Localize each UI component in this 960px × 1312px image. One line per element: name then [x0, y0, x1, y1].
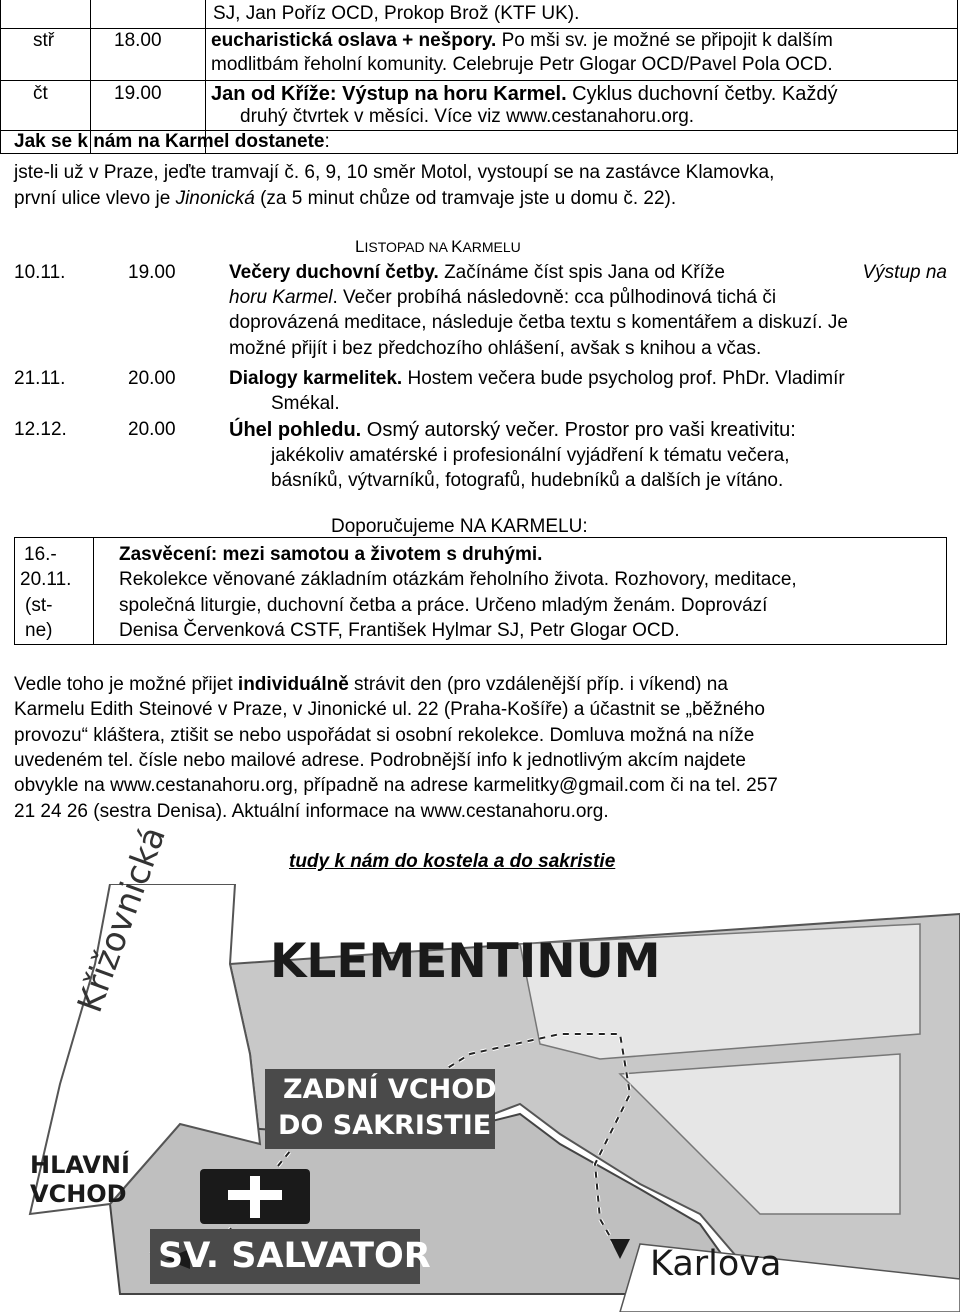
paragraph-line: Karmelu Edith Steinové v Praze, v Jinonické ul. 22 (Praha-Košíře) a účastnit se „běžného: [14, 699, 765, 720]
paragraph-line: [14, 673, 728, 697]
paragraph-line: uvedeném tel. čísle nebo mailové adrese. Podrobnější info k jednotlivým akcím najdete: [14, 750, 746, 771]
recommend-date: ne): [25, 620, 53, 641]
event-date: 10.11.: [14, 262, 66, 283]
event-date: 12.12.: [14, 419, 67, 440]
schedule-wed-line2: modlitbám řeholní komunity. Celebruje Petr Glogar OCD/Pavel Pola OCD.: [211, 54, 833, 75]
event-title: Jan od Kříže: Výstup na horu Karmel.: [211, 83, 567, 105]
recommend-date: 16.-: [24, 544, 57, 565]
event-line: [229, 418, 796, 442]
map-link[interactable]: tudy k nám do kostela a do sakristie: [289, 851, 616, 872]
event-desc: Osmý autorský večer. Prostor pro vaši kreativitu:: [361, 419, 796, 441]
event-line: Smékal.: [271, 393, 340, 414]
krizovnicka-label: Křižovnická: [70, 821, 174, 1018]
event-desc: Po mši sv. je možné se připojit k dalším: [496, 30, 833, 51]
klementinum-label: KLEMENTINUM: [270, 934, 661, 989]
table-border: [946, 537, 947, 645]
event-title: Dialogy karmelitek.: [229, 368, 403, 389]
heading-initial: K: [451, 237, 463, 256]
heading-rest: ARMELU: [462, 239, 521, 255]
heading-rest: ISTOPAD NA: [364, 239, 452, 255]
sacristy-label-line1: ZADNÍ VCHOD: [283, 1074, 497, 1105]
paragraph-bold: individuálně: [237, 674, 349, 695]
event-line: [229, 286, 776, 310]
directions-text: první ulice vlevo je: [14, 188, 176, 209]
event-desc: . Večer probíhá následovně: cca půlhodinová tichá či: [332, 287, 777, 308]
event-title: Večery duchovní četby.: [229, 262, 439, 283]
event-line: básníků, výtvarníků, fotografů, hudebníků a dalších je vítáno.: [271, 470, 784, 491]
directions-line: jste-li už v Praze, jeďte tramvají č. 6, 9, 10 směr Motol, vystoupí se na zastávce Klamovka,: [14, 162, 775, 183]
paragraph-line: provozu“ kláštera, ztišit se nebo uspořádat si osobní rekolekce. Domluva možná na níže: [14, 725, 755, 746]
event-line: [229, 261, 947, 285]
event-line: [229, 367, 845, 391]
karlova-label: Karlova: [650, 1244, 782, 1284]
recommend-date: 20.11.: [20, 569, 72, 590]
schedule-day: stř: [33, 30, 55, 51]
directions-heading-colon: :: [324, 131, 330, 152]
directions-text: (za 5 minut chůze od tramvaje jste u domu č. 22).: [254, 188, 677, 209]
event-desc: Začínáme číst spis Jana od Kříže: [438, 262, 731, 283]
book-title: horu Karmel: [229, 287, 333, 308]
salvator-label: SV. SALVATOR: [158, 1236, 431, 1276]
event-time: 20.00: [128, 368, 176, 389]
directions-heading-text: Jak se k nám na Karmel dostanete: [14, 131, 325, 152]
schedule-thu-line2: druhý čtvrtek v měsíci. Více viz www.cestanahoru.org.: [240, 106, 695, 127]
recommend-line: společná liturgie, duchovní četba a práce. Určeno mladým ženám. Doprovází: [119, 595, 768, 616]
paragraph-line: obvykle na www.cestanahoru.org, případně na adrese karmelitky@gmail.com či na tel. 257: [14, 775, 778, 796]
event-title: Úhel pohledu.: [229, 419, 362, 441]
street-name: Jinonická: [175, 188, 255, 209]
schedule-day: čt: [33, 83, 48, 104]
table-border: [14, 644, 947, 645]
main-entrance-label-line2: VCHOD: [30, 1180, 127, 1208]
heading-initial: L: [355, 237, 365, 256]
table-border: [14, 537, 15, 645]
book-title: Výstup na: [862, 262, 947, 283]
directions-heading: [14, 130, 330, 154]
table-border: [14, 537, 947, 538]
event-time: 20.00: [128, 419, 176, 440]
section-heading-listopad: [355, 235, 521, 259]
directions-line: [14, 187, 676, 211]
table-border: [0, 80, 958, 81]
schedule-thu-line1: [211, 82, 838, 106]
recommend-line: Denisa Červenková CSTF, František Hylmar SJ, Petr Glogar OCD.: [119, 620, 680, 641]
event-time: 19.00: [128, 262, 176, 283]
recommend-line: Rekolekce věnované základním otázkám řeholního života. Rozhovory, meditace,: [119, 569, 797, 590]
schedule-time: 18.00: [114, 30, 162, 51]
event-line-part: [229, 261, 730, 285]
main-entrance-label-line1: HLAVNÍ: [30, 1151, 130, 1179]
schedule-time: 19.00: [114, 83, 162, 104]
event-title: eucharistická oslava + nešpory.: [211, 30, 497, 51]
event-line: doprovázená meditace, následuje četba textu s komentářem a diskuzí. Je: [229, 312, 848, 333]
event-line: možné přijít i bez předchozího ohlášení, avšak s knihou a včas.: [229, 338, 762, 359]
event-date: 21.11.: [14, 368, 66, 389]
schedule-wed-line1: [211, 29, 833, 53]
table-border: [93, 537, 94, 645]
paragraph-line: 21 24 26 (sestra Denisa). Aktuální informace na www.cestanahoru.org.: [14, 801, 609, 822]
sacristy-label-line2: DO SAKRISTIE: [278, 1110, 492, 1141]
recommend-date: (st-: [25, 595, 53, 616]
event-line: jakékoliv amatérské i profesionální vyjádření k tématu večera,: [271, 445, 790, 466]
section-heading-recommend: Doporučujeme NA KARMELU:: [331, 516, 588, 537]
schedule-row-prev: SJ, Jan Poříz OCD, Prokop Brož (KTF UK).: [213, 3, 580, 24]
paragraph-text: Vedle toho je možné přijet: [14, 674, 238, 695]
event-desc: Hostem večera bude psycholog prof. PhDr. Vladimír: [402, 368, 845, 389]
recommend-title: Zasvěcení: mezi samotou a životem s druhými.: [119, 544, 543, 565]
event-desc: Cyklus duchovní četby. Každý: [566, 83, 838, 105]
paragraph-text: strávit den (pro vzdálenější příp. i víkend) na: [348, 674, 728, 695]
cross-horizontal: [228, 1190, 282, 1200]
